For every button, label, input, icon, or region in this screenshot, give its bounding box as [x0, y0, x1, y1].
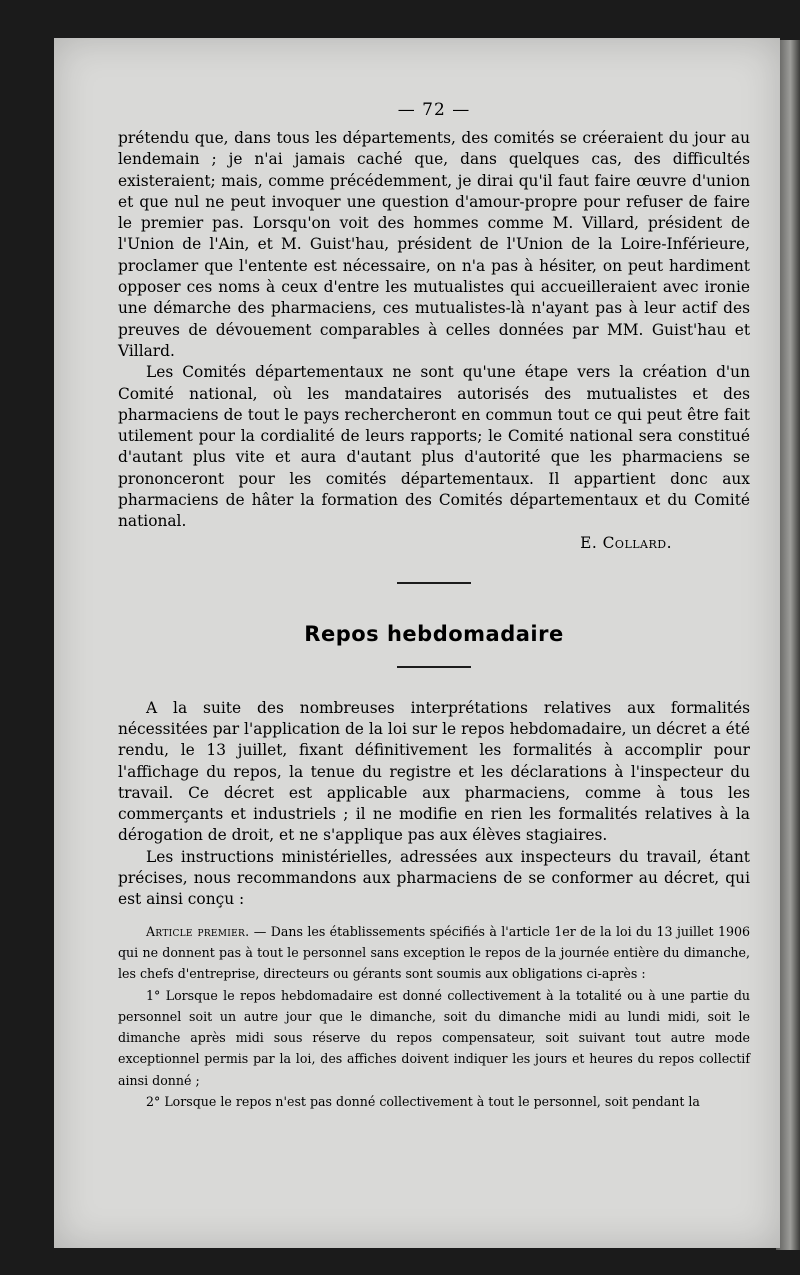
article-paragraph-2: Les Comités départementaux ne sont qu'une étape vers la création d'un Comité national, où les mandataires autorisés des mutualistes et des pharmaciens de tout le pays rechercheront en commun tout ce qui peut être fait utilement pour la cordialité de leurs rapports; le Comité national sera constitué d'autant plus vite et aura d'autant plus d'autorité que les pharmaciens se prononceront pour les comités départementaux. Il appartient donc aux pharmaciens de hâter la formation des Comités départementaux et du Comité national. [118, 363, 750, 531]
section-title: Repos hebdomadaire [304, 621, 564, 646]
decree-article-label: Article premier. [146, 923, 250, 939]
page-number: — 72 — [397, 100, 471, 120]
section-paragraph-2: Les instructions ministérielles, adressées aux inspecteurs du travail, étant précises, nous recommandons aux pharmaciens de se conformer au décret, qui est ainsi conçu : [118, 847, 750, 909]
section-divider-bottom [397, 666, 471, 668]
decree-article-text: — Dans les établissements spécifiés à l'article 1er de la loi du 13 juillet 1906 qui ne donnent pas à tout le personnel sans exception le repos de la journée entière du dimanche, les chefs d'entreprise, directeurs ou gérants sont soumis aux obligations ci-après : [118, 923, 751, 982]
section-divider-top [397, 582, 471, 584]
article-paragraph-1: prétendu que, dans tous les départements, des comités se créeraient du jour au lendemain ; je n'ai jamais caché que, dans quelques cas, des difficultés existeraient; mais, comme précédemment, je dirai qu'il faut faire œuvre d'union et que nul ne peut invoquer une question d'amour-propre pour refuser de faire le premier pas. Lorsqu'on voit des hommes comme M. Villard, président de l'Union de l'Ain, et M. Guist'hau, président de l'Union de la Loire-Inférieure, proclamer que l'entente est nécessaire, on n'a pas à hésiter, on peut hardiment opposer ces noms à ceux d'entre les mutualistes qui accueilleraient avec ironie une démarche des pharmaciens, ces mutualistes-là n'ayant pas à leur actif des preuves de dévouement comparables à celles données par MM. Guist'hau et Villard. [118, 129, 750, 360]
section-paragraph-1: A la suite des nombreuses interprétations relatives aux formalités nécessitées par l'application de la loi sur le repos hebdomadaire, un décret a été rendu, le 13 juillet, fixant définitivement les formalités à accomplir pour l'affichage du repos, la tenue du registre et les déclarations à l'inspecteur du travail. Ce décret est applicable aux pharmaciens, comme à tous les commerçants et industriels ; il ne modifie en rien les formalités relatives à la dérogation de droit, et ne s'applique pas aux élèves stagiaires. [118, 698, 750, 845]
decree-item-2: 2° Lorsque le repos n'est pas donné collectivement à tout le personnel, soit pendant la [146, 1093, 700, 1109]
page-content [118, 100, 750, 1112]
author-signature: E. Collard. [580, 533, 672, 552]
decree-article-1 [118, 921, 750, 985]
decree-item-1: 1° Lorsque le repos hebdomadaire est donné collectivement à la totalité ou à une partie du personnel soit un autre jour que le dimanche, soit du dimanche midi au lundi midi, soit le dimanche après midi sous réserve du repos compensateur, soit suivant tout autre mode exceptionnel permis par la loi, des affiches doivent indiquer les jours et heures du repos collectif ainsi donné ; [118, 987, 750, 1088]
